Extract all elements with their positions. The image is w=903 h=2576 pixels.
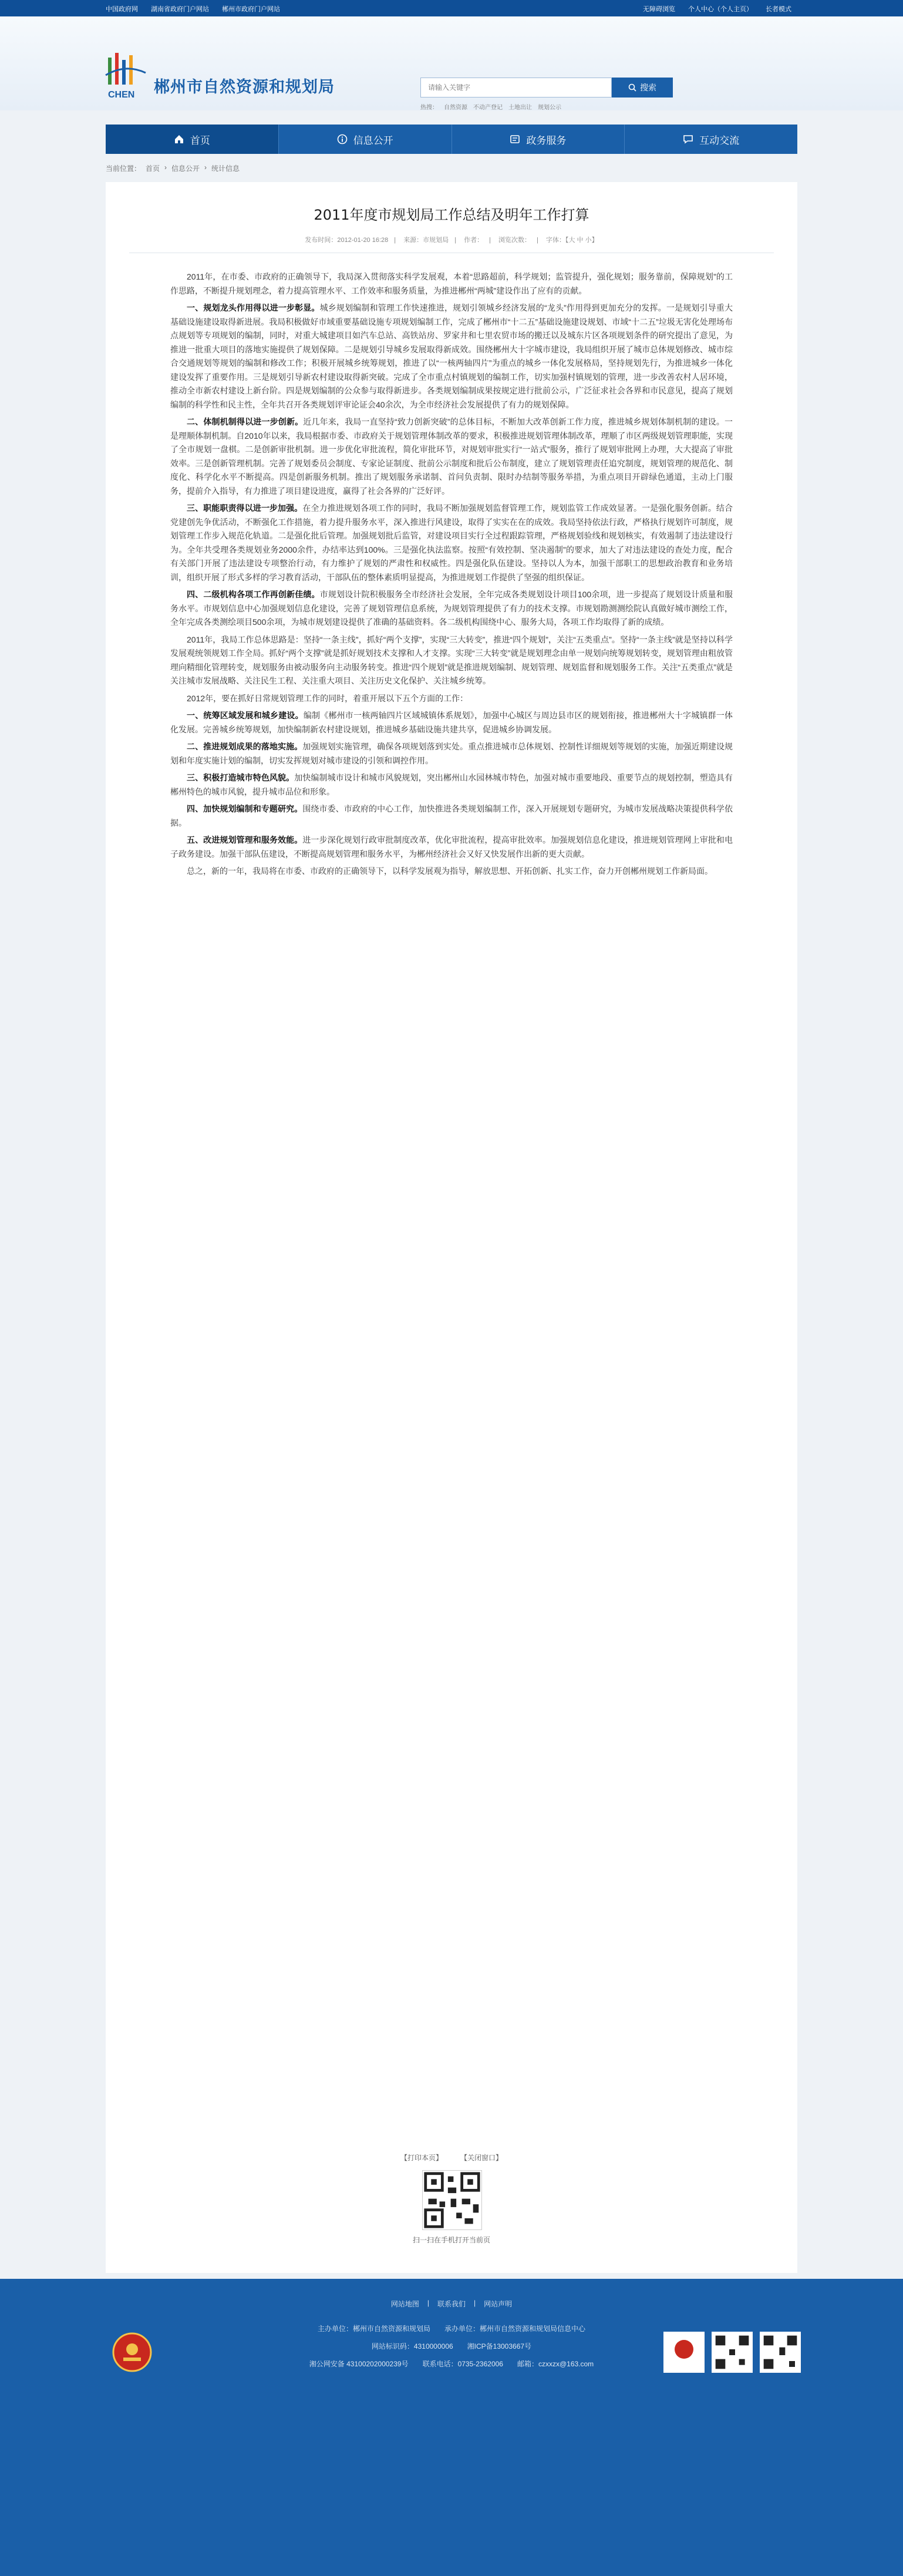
meta-author: 作者： bbox=[464, 237, 484, 244]
meta-source: 来源：市规划局 bbox=[403, 237, 449, 244]
hot-word[interactable]: 规划公示 bbox=[538, 105, 561, 111]
search-input[interactable] bbox=[420, 78, 612, 97]
nav-item-interact[interactable] bbox=[625, 125, 797, 154]
site-footer bbox=[0, 2279, 903, 2576]
footer-contact: 湘公网安备 43100202000239号 联系电话：0735-2362006 邮箱：czxxzx@163.com bbox=[309, 2360, 594, 2368]
top-link-hunan[interactable]: 湖南省政府门户网站 bbox=[151, 6, 209, 13]
paragraph: 一、规划龙头作用得以进一步彰显。城乡规划编制和管理工作快速推进，规划引领城乡经济发展的“龙头”作用得到更加充分的发挥。一是规划引导重大基础设施建设取得新进展。我局积极做好市域重要基础设施专项规划编制工作，完成了郴州市“十二五”基础设施建设规划、市域“十二五”垃圾无害化处理场布点规划等专项规划的编制，同时，对重大城建项目如汽车总站、高铁站房、罗家井和七里农贸市场的搬迁以及城东片区各项规划条件的研究提出了意见，为推进一批重大项目的落地实施提供了规划保障。二是规划引导城乡发展取得新成效。围绕郴州大十字城市建设，我局组织开展了城市总体规划修改、城市综合交通规划等规划的编制和修改工作；积极开展城乡统筹规划，推进了以“一核两轴四片”为重点的城乡一体化发展格局，坚持规划先行，为推进城乡一体化建设发挥了重要作用。三是规划引导新农村建设取得新突破。完成了全市重点村镇规划的编制工作，切实加强村镇规划的管理，进一步改善农村人居环境，推动全市新农村建设上新台阶。四是规划编制的公众参与取得新进步。各类规划编制成果按规定进行批前公示，广泛征求社会各界和市民意见，提高了规划编制的科学性和民主性，全年共召开各类规划评审论证会40余次，为全市经济社会发展提供了有力的规划保障。 bbox=[170, 303, 733, 409]
footer-link-sitemap[interactable]: 网站地图 bbox=[390, 2300, 419, 2308]
nav-label: 信息公开 bbox=[353, 134, 393, 146]
paragraph: 一、统筹区域发展和城乡建设。编制《郴州市一核两轴四片区域城镇体系规划》，加强中心城区与周边县市区的规划衔接，推进郴州大十字城镇群一体化发展。完善城乡统筹规划，加快编制新农村建设规划，推进城乡基础设施共建共享，促进城乡协调发展。 bbox=[170, 711, 733, 734]
paragraph: 2011年，我局工作总体思路是：坚持“一条主线”，抓好“两个支撑”，实现“三大转变”，推进“四个规划”，关注“五类重点”。坚持“一条主线”就是坚持以科学发展观统领规划工作全局。抓好“两个支撑”就是抓好规划技术支撑和人才支撑。实现“三大转变”就是规划理念由单一规划向统筹规划转变，规划管理由粗放管理向精细化管理转变，规划服务由被动服务向主动服务转变。推进“四个规划”就是推进规划编制、规划管理、规划监督和规划服务工作。关注“五类重点”就是关注城市发展战略、关注民生工程、关注重大项目、关注历史文化保护、关注城乡统筹。 bbox=[170, 634, 733, 685]
breadcrumb-sep: › bbox=[164, 163, 167, 171]
meta-font-size[interactable]: 字体：【大 中 小】 bbox=[545, 237, 598, 244]
gov-error-report-icon[interactable] bbox=[663, 2332, 705, 2373]
breadcrumb bbox=[106, 163, 797, 173]
hot-words bbox=[420, 102, 561, 111]
nav-label: 互动交流 bbox=[699, 134, 740, 146]
article-body bbox=[170, 270, 733, 882]
nav-label: 政务服务 bbox=[526, 134, 567, 146]
top-link-chenzhou[interactable]: 郴州市政府门户网站 bbox=[222, 6, 280, 13]
top-bar-right-links bbox=[643, 4, 791, 14]
hot-word[interactable]: 自然资源 bbox=[444, 105, 467, 111]
paragraph: 二、推进规划成果的落地实施。加强规划实施管理，确保各项规划落到实处。重点推进城市总体规划、控制性详细规划等规划的实施，加强近期建设规划和年度实施计划的编制，切实发挥规划对城市建设的引领和调控作用。 bbox=[170, 742, 733, 765]
paragraph: 总之，新的一年，我局将在市委、市政府的正确领导下，以科学发展观为指导，解放思想、开拓创新、扎实工作，奋力开创郴州规划工作新局面。 bbox=[187, 866, 713, 876]
paragraph: 四、二级机构各项工作再创新佳绩。市规划设计院积极服务全市经济社会发展，全年完成各类规划设计项目100余项，进一步提高了规划设计质量和服务水平。市规划信息中心加强规划信息化建设，完善了规划管理信息系统，为规划管理提供了有力的技术支撑。市规划勘测测绘院认真做好城市测绘工作，全年完成各类测绘项目500余项，为城市规划建设提供了准确的基础资料。各二级机构围绕中心、服务大局，各项工作均取得了新的成绩。 bbox=[170, 590, 733, 627]
breadcrumb-home[interactable]: 首页 bbox=[146, 164, 160, 173]
top-link-personal[interactable]: 个人中心（个人主页） bbox=[688, 6, 753, 13]
site-title[interactable]: 郴州市自然资源和规划局 bbox=[154, 78, 335, 96]
meta-views: 浏览次数： bbox=[498, 237, 531, 244]
paragraph: 三、积极打造城市特色风貌。加快编制城市设计和城市风貌规划，突出郴州山水园林城市特色，加强对城市重要地段、重要节点的规划控制，塑造具有郴州特色的城市风貌，提升城市品位和形象。 bbox=[170, 773, 733, 796]
qr-code-icon bbox=[712, 2332, 753, 2373]
paragraph: 四、加快规划编制和专题研究。围绕市委、市政府的中心工作，加快推进各类规划编制工作，深入开展规划专题研究，为城市发展战略决策提供科学依据。 bbox=[170, 804, 733, 828]
breadcrumb-stats[interactable]: 统计信息 bbox=[211, 164, 240, 173]
home-icon bbox=[174, 134, 184, 144]
paragraph: 2011年，在市委、市政府的正确领导下，我局深入贯彻落实科学发展观，本着“思路超前，科学规划；监管提升，强化规划；服务靠前，保障规划”的工作思路，不断提升规划理念，着力提高管理水平、工作效率和服务质量，为推进郴州“两城”建设作出了应有的贡献。 bbox=[170, 272, 733, 295]
search-icon bbox=[628, 83, 636, 92]
nav-label: 首页 bbox=[190, 134, 210, 146]
top-link-accessibility[interactable]: 无障碍浏览 bbox=[643, 6, 675, 13]
paragraph: 三、职能职责得以进一步加强。在全力推进规划各项工作的同时，我局不断加强规划监督管理工作，规划监管工作成效显著。一是强化服务创新。结合党建创先争优活动，不断强化工作措施，着力提升服务水平，深入推进行风建设，取得了实实在在的成效。我局坚持依法行政，严格执行规划许可制度，规划管理工作步入规范化轨道。二是强化批后管理。加强规划批后监管，对建设项目实行全过程跟踪管理，严格规划验线和规划核实，有效遏制了违法建设行为。全年共受理各类规划业务2000余件，办结率达到100%。三是强化执法监察。按照“有效控制、坚决遏制”的要求，加大了对违法建设的查处力度，配合有关部门开展了违法建设专项整治行动，有力维护了规划的严肃性和权威性。四是强化队伍建设。坚持以人为本，加强干部职工的思想政治教育和业务培训，组织开展了形式多样的学习教育活动，干部队伍的整体素质明显提高，为推进规划工作提供了坚强的组织保证。 bbox=[170, 503, 733, 582]
qr-code-icon bbox=[760, 2332, 801, 2373]
hot-word[interactable]: 不动产登记 bbox=[473, 105, 503, 111]
top-link-gov[interactable]: 中国政府网 bbox=[106, 6, 138, 13]
main-nav bbox=[106, 125, 797, 154]
nav-item-home[interactable] bbox=[106, 125, 279, 154]
breadcrumb-info[interactable]: 信息公开 bbox=[171, 164, 200, 173]
footer-sponsor: 主办单位：郴州市自然资源和规划局 承办单位：郴州市自然资源和规划局信息中心 bbox=[317, 2325, 585, 2333]
print-button[interactable]: 【打印本页】 bbox=[400, 2154, 443, 2162]
chat-icon bbox=[683, 134, 693, 144]
site-logo-icon[interactable] bbox=[105, 52, 148, 105]
service-icon bbox=[510, 134, 520, 144]
paragraph: 五、改进规划管理和服务效能。进一步深化规划行政审批制度改革，优化审批流程，提高审批效率。加强规划信息化建设，推进规划管理网上审批和电子政务建设。加强干部队伍建设，不断提高规划管理和服务水平，为郴州经济社会又好又快发展作出新的更大贡献。 bbox=[170, 835, 733, 859]
qr-code-icon bbox=[422, 2170, 482, 2230]
nav-item-info[interactable] bbox=[279, 125, 452, 154]
footer-icp: 网站标识码：4310000006 湘ICP备13003667号 bbox=[371, 2342, 532, 2350]
footer-link-contact[interactable]: 联系我们 bbox=[437, 2300, 466, 2308]
info-icon bbox=[337, 134, 348, 144]
nav-item-service[interactable] bbox=[452, 125, 625, 154]
close-window-button[interactable]: 【关闭窗口】 bbox=[460, 2154, 503, 2162]
hot-word[interactable]: 土地出让 bbox=[508, 105, 532, 111]
meta-date: 发布时间：2012-01-20 16:28 bbox=[305, 237, 389, 244]
search-button-label: 搜索 bbox=[640, 83, 656, 92]
footer-badges bbox=[663, 2332, 801, 2373]
top-bar-left-links bbox=[106, 4, 280, 14]
search-button[interactable] bbox=[612, 78, 673, 97]
article-panel bbox=[106, 182, 797, 2273]
top-bar bbox=[0, 0, 903, 16]
qr-caption: 扫一扫在手机打开当前页 bbox=[412, 2236, 490, 2244]
article-title: 2011年度市规划局工作总结及明年工作打算 bbox=[314, 207, 589, 223]
article-meta: 发布时间：2012-01-20 16:28 | 来源：市规划局 | 作者： | 浏览次数： | 字体：【大 中 小】 bbox=[305, 237, 598, 244]
search-box bbox=[420, 78, 673, 97]
paragraph: 二、体制机制得以进一步创新。近几年来，我局一直坚持“致力创新突破”的总体目标，不断加大改革创新工作力度，推进城乡规划体制机制的建设。一是理顺体制机制。自2010年以来，我局根据市委、市政府关于规划管理体制改革的要求，积极推进规划管理体制改革，理顺了市区两级规划管理职能，实现了全市规划一盘棋。二是创新审批机制。进一步优化审批流程，简化审批环节，对规划审批实行“一站式”服务，推行了规划审批网上办理，大大提高了审批效率。三是创新管理机制。完善了规划委员会制度、专家论证制度、批前公示制度和批后公布制度，建立了规划管理责任追究制度，规划管理的规范化、制度化、科学化水平不断提高。四是创新服务机制。推出了规划服务承诺制、首问负责制、限时办结制等服务举措，为重点项目开辟绿色通道，主动上门服务，提前介入指导，有力推进了项目建设进度，赢得了社会各界的广泛好评。 bbox=[170, 417, 733, 496]
hot-words-label: 热搜： bbox=[420, 105, 438, 111]
article-actions bbox=[106, 2153, 797, 2163]
logo-text: CHEN bbox=[108, 90, 135, 100]
site-header bbox=[0, 16, 903, 110]
breadcrumb-label: 当前位置： bbox=[106, 164, 141, 173]
breadcrumb-sep: › bbox=[204, 163, 207, 171]
top-link-elderly[interactable]: 长者模式 bbox=[766, 6, 791, 13]
paragraph: 2012年，要在抓好日常规划管理工作的同时，着重开展以下五个方面的工作： bbox=[187, 693, 469, 703]
footer-links: 网站地图 | 联系我们 | 网站声明 bbox=[390, 2299, 513, 2308]
footer-link-statement[interactable]: 网站声明 bbox=[484, 2300, 513, 2308]
